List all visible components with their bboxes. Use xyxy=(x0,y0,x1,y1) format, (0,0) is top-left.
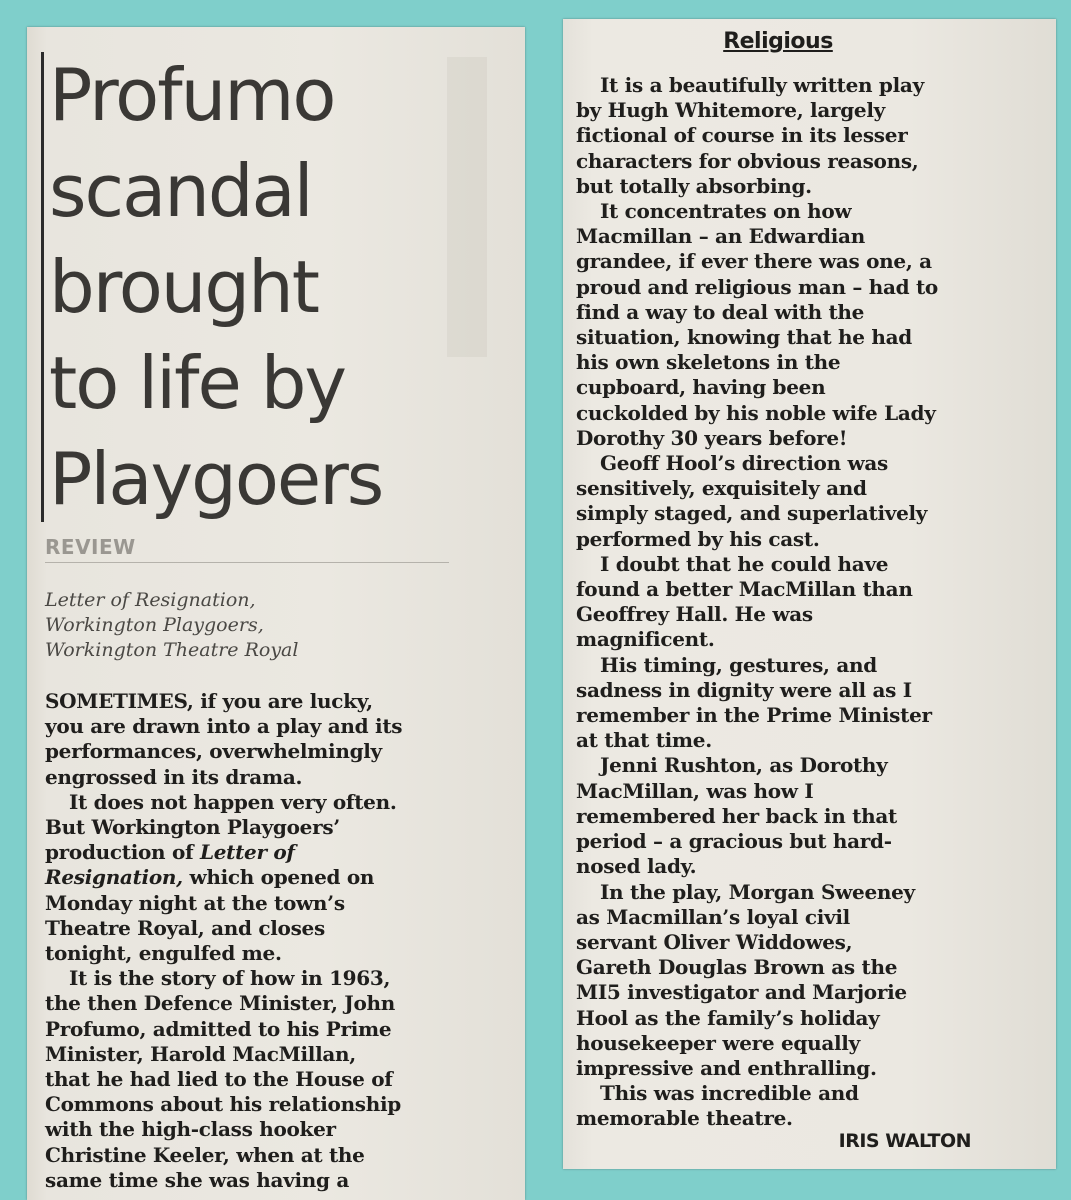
body-line: find a way to deal with the xyxy=(576,299,865,324)
body-line: production of Letter of xyxy=(45,840,295,865)
body-line: Resignation, which opened on xyxy=(45,865,375,890)
body-line: at that time. xyxy=(576,728,712,753)
body-line: characters for obvious reasons, xyxy=(576,148,919,173)
body-line: Geoff Hool’s direction was xyxy=(600,451,889,476)
body-line: performed by his cast. xyxy=(576,526,820,551)
body-line: impressive and enthralling. xyxy=(576,1055,877,1080)
body-line: Gareth Douglas Brown as the xyxy=(576,955,898,980)
section-kicker: REVIEW xyxy=(45,535,136,559)
body-line: SOMETIMES, if you are lucky, xyxy=(45,689,373,713)
article-body-left xyxy=(45,689,515,1193)
body-line: grandee, if ever there was one, a xyxy=(576,249,932,274)
body-line: engrossed in its drama. xyxy=(45,764,303,789)
body-line: But Workington Playgoers’ xyxy=(45,815,340,840)
body-line: His timing, gestures, and xyxy=(600,652,877,677)
detail-line: Workington Theatre Royal xyxy=(45,639,299,661)
body-line: Geoffrey Hall. He was xyxy=(576,602,813,627)
headline-line: Profumo xyxy=(49,53,335,137)
left-newspaper-clipping xyxy=(27,27,525,1200)
body-line: Jenni Rushton, as Dorothy xyxy=(600,753,888,778)
body-line: tonight, engulfed me. xyxy=(45,941,282,966)
body-line: Commons about his relationship xyxy=(45,1092,401,1117)
body-line: housekeeper were equally xyxy=(576,1030,860,1055)
body-line: Hool as the family’s holiday xyxy=(576,1005,880,1030)
body-line: MI5 investigator and Marjorie xyxy=(576,980,907,1005)
headline xyxy=(49,47,519,527)
body-line: In the play, Morgan Sweeney xyxy=(600,879,915,904)
body-line: Macmillan – an Edwardian xyxy=(576,224,865,249)
body-line: but totally absorbing. xyxy=(576,173,812,198)
body-line: situation, knowing that he had xyxy=(576,325,912,350)
body-line: sensitively, exquisitely and xyxy=(576,476,867,501)
body-line: It does not happen very often. xyxy=(69,789,397,814)
body-line: It concentrates on how xyxy=(600,199,852,224)
body-line: magnificent. xyxy=(576,627,715,652)
body-line: period – a gracious but hard- xyxy=(576,829,892,854)
body-line: Minister, Harold MacMillan, xyxy=(45,1041,356,1066)
body-line: nosed lady. xyxy=(576,854,697,879)
body-line: memorable theatre. xyxy=(576,1106,793,1131)
headline-line: Playgoers xyxy=(49,437,383,521)
body-line: MacMillan, was how I xyxy=(576,778,814,803)
body-line: simply staged, and superlatively xyxy=(576,501,928,526)
body-line: remembered her back in that xyxy=(576,803,897,828)
detail-line: Workington Playgoers, xyxy=(45,614,264,636)
body-line: Theatre Royal, and closes xyxy=(45,915,325,940)
body-line: sadness in dignity were all as I xyxy=(576,677,912,702)
body-line: as Macmillan’s loyal civil xyxy=(576,904,850,929)
body-line: servant Oliver Widdowes, xyxy=(576,929,853,954)
body-line: with the high-class hooker xyxy=(45,1117,336,1142)
article-body-right xyxy=(576,73,1046,1132)
body-line: proud and religious man – had to xyxy=(576,274,938,299)
body-line: performances, overwhelmingly xyxy=(45,739,382,764)
production-details xyxy=(45,588,298,663)
body-line: fictional of course in its lesser xyxy=(576,123,908,148)
body-line: Dorothy 30 years before! xyxy=(576,425,848,450)
body-line: Christine Keeler, when at the xyxy=(45,1142,365,1167)
body-line: This was incredible and xyxy=(600,1081,859,1106)
body-line: Monday night at the town’s xyxy=(45,890,345,915)
body-line: found a better MacMillan than xyxy=(576,577,913,602)
body-line: that he had lied to the House of xyxy=(45,1067,393,1092)
headline-line: brought xyxy=(49,245,318,329)
body-line: same time she was having a xyxy=(45,1167,350,1192)
body-line: by Hugh Whitemore, largely xyxy=(576,98,885,123)
body-line: cupboard, having been xyxy=(576,375,826,400)
body-line: remember in the Prime Minister xyxy=(576,703,932,728)
body-line: Profumo, admitted to his Prime xyxy=(45,1016,392,1041)
subheading: Religious xyxy=(723,29,833,54)
body-line: you are drawn into a play and its xyxy=(45,714,403,739)
body-line: cuckolded by his noble wife Lady xyxy=(576,400,936,425)
body-line: the then Defence Minister, John xyxy=(45,991,395,1016)
byline: IRIS WALTON xyxy=(838,1130,971,1152)
headline-rule xyxy=(41,52,44,522)
body-line: I doubt that he could have xyxy=(600,551,889,576)
body-line: his own skeletons in the xyxy=(576,350,841,375)
right-newspaper-clipping xyxy=(563,19,1056,1169)
headline-line: to life by xyxy=(49,341,346,425)
body-line: It is the story of how in 1963, xyxy=(69,966,391,991)
detail-line: Letter of Resignation, xyxy=(45,589,256,611)
headline-line: scandal xyxy=(49,149,312,233)
body-line: It is a beautifully written play xyxy=(600,73,924,97)
kicker-rule xyxy=(45,562,449,563)
